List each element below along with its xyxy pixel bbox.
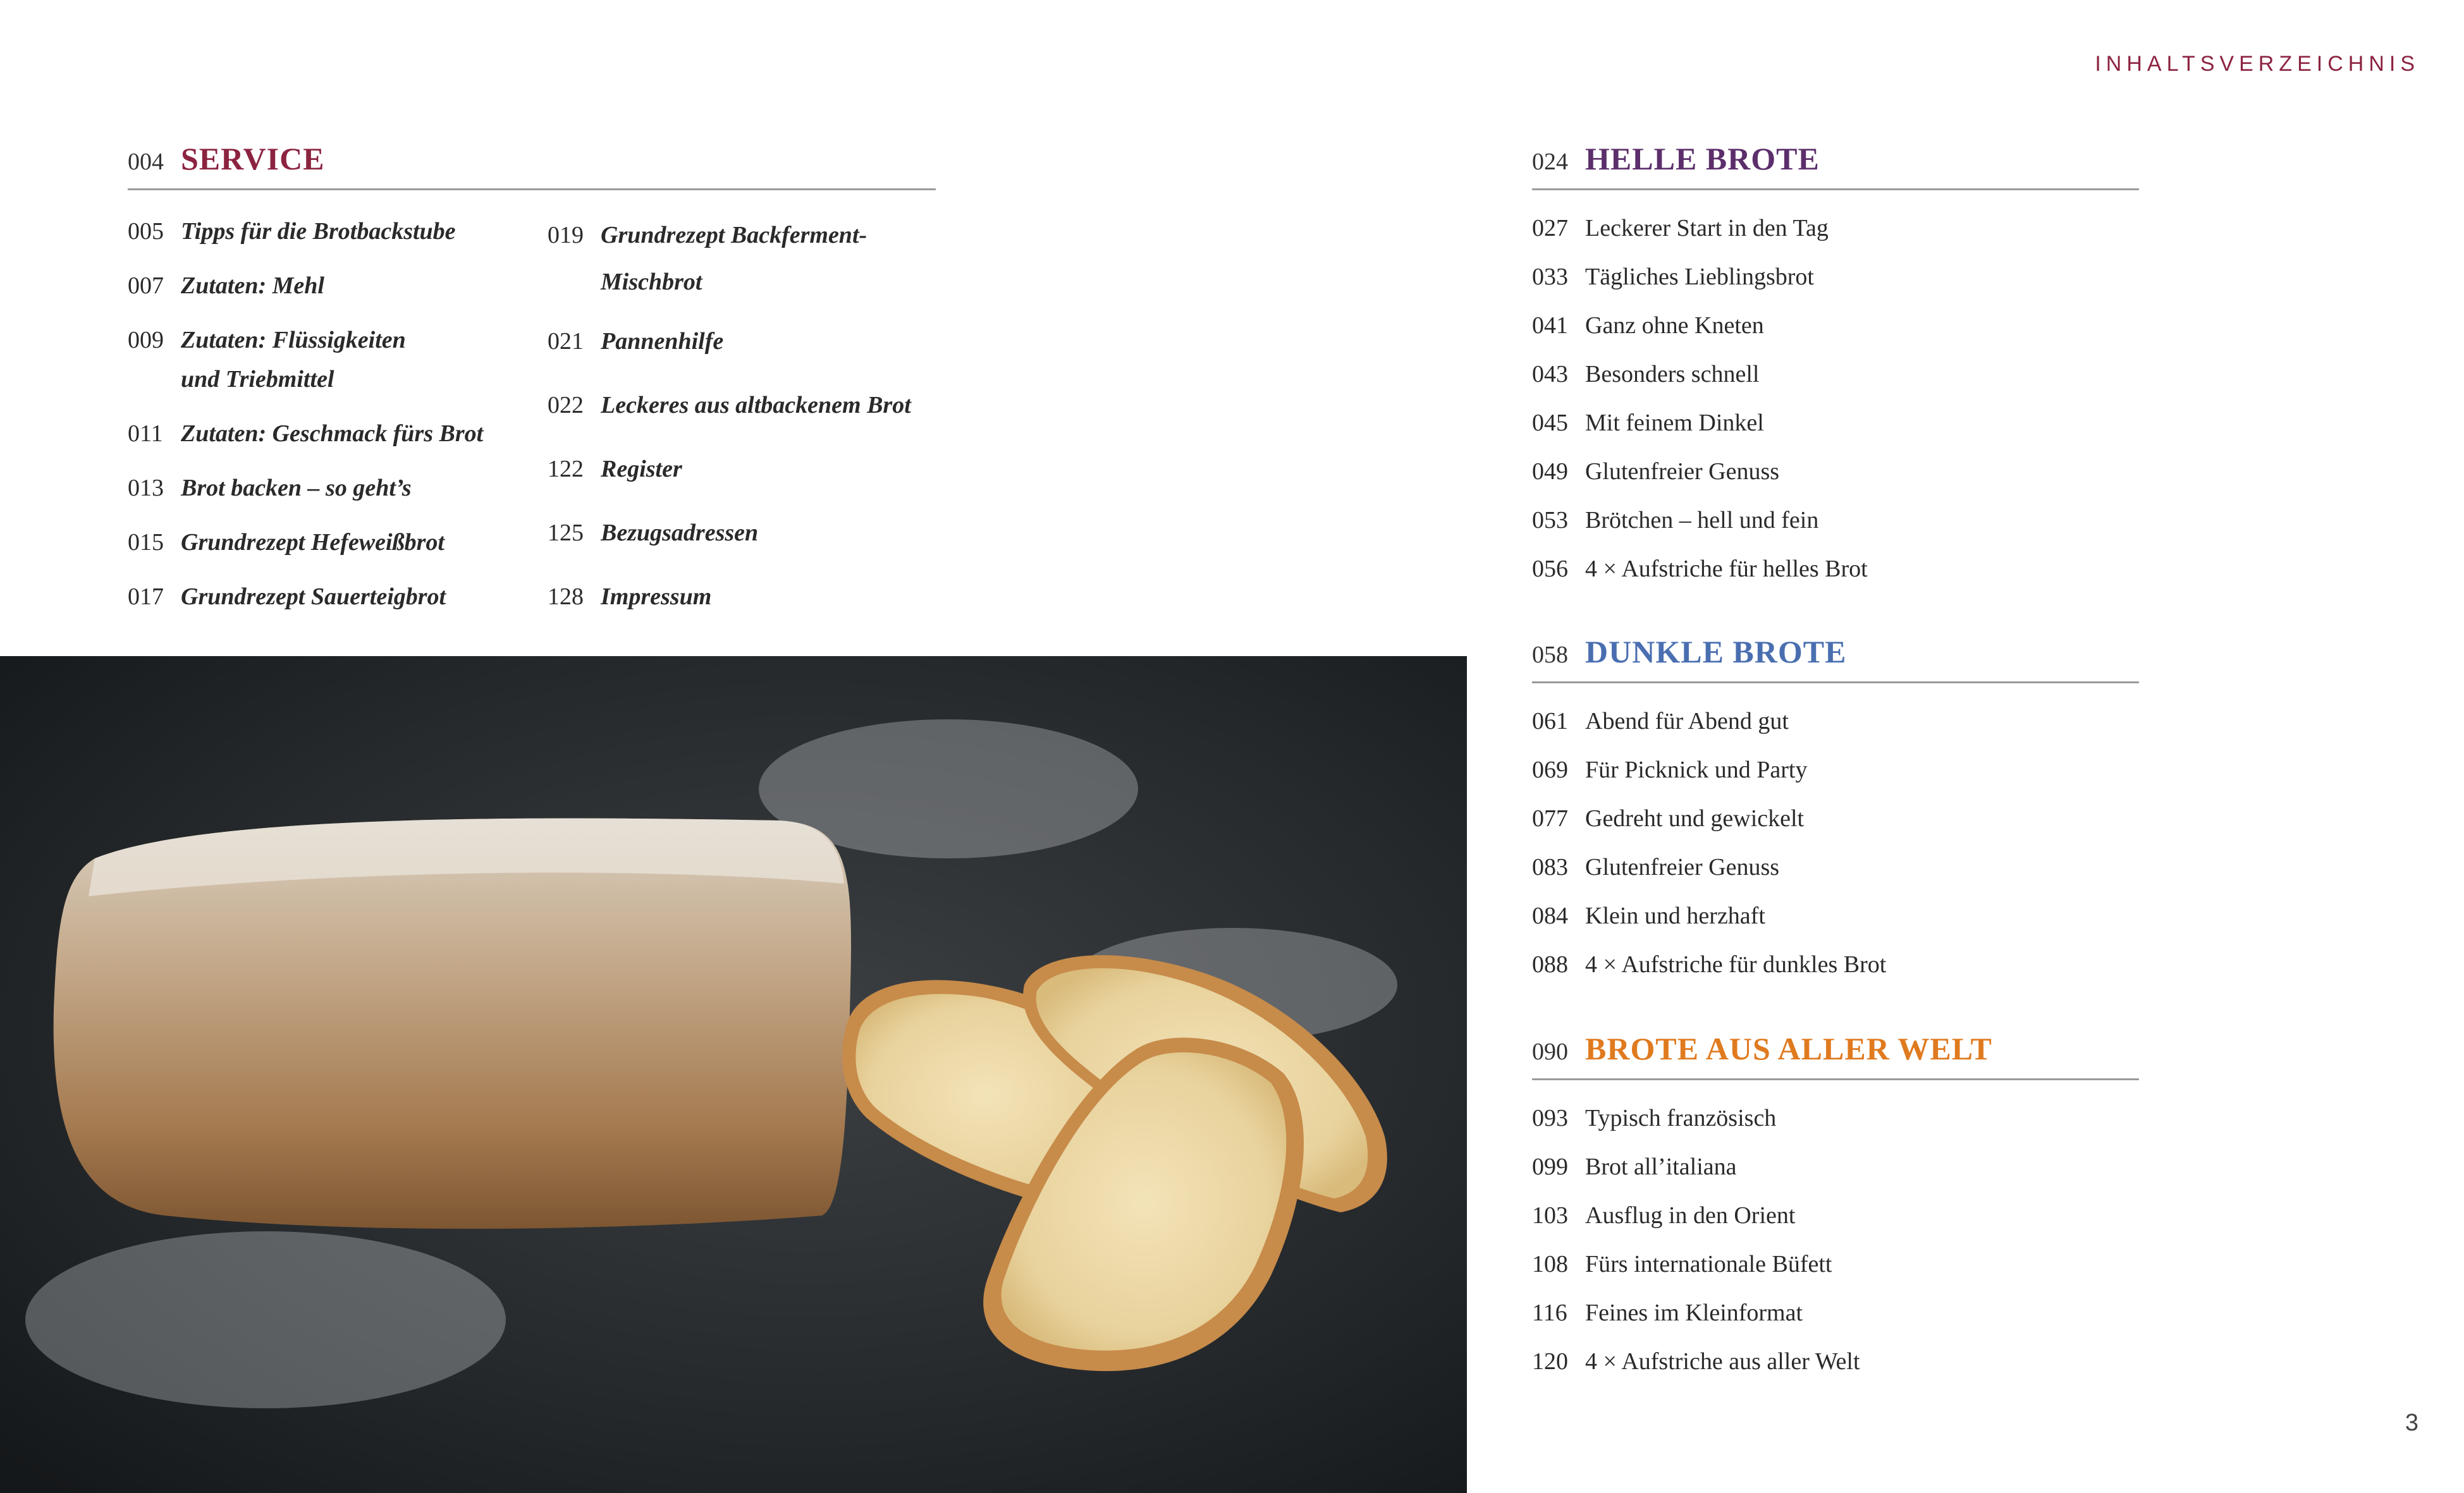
- toc-entry[interactable]: [128, 212, 548, 251]
- toc-entry[interactable]: [1532, 843, 2139, 892]
- toc-entry[interactable]: [548, 212, 936, 305]
- welt-brote-heading: [1532, 1030, 2139, 1080]
- toc-entry-title: Zutaten: Mehl: [181, 272, 324, 299]
- toc-entry[interactable]: [1532, 204, 2139, 253]
- toc-entry-title-line2: Mischbrot: [601, 269, 702, 295]
- toc-entry-page: 125: [548, 520, 584, 546]
- toc-entry-title: 4 × Aufstriche für helles Brot: [1585, 556, 1868, 582]
- toc-entry-title: 4 × Aufstriche für dunkles Brot: [1585, 951, 1887, 978]
- service-columns: [128, 212, 936, 631]
- toc-entry[interactable]: [1532, 545, 2139, 594]
- toc-entry[interactable]: [128, 468, 548, 508]
- loaf: [54, 819, 851, 1229]
- helle-brote-page-number: 024: [1532, 149, 1568, 175]
- toc-entry[interactable]: [1532, 795, 2139, 843]
- service-heading: [128, 140, 936, 190]
- toc-entry-title-line1: Grundrezept Backferment-: [601, 222, 867, 248]
- dunkle-brote-title: DUNKLE BROTE: [1585, 634, 1847, 669]
- toc-entry-title: Impressum: [601, 583, 712, 610]
- toc-entry-title: [181, 320, 406, 399]
- toc-entry-title: Brot all’italiana: [1585, 1154, 1737, 1180]
- toc-entry-title-line2: und Triebmittel: [181, 366, 334, 393]
- helle-brote-section: [1532, 140, 2139, 594]
- bread-photo: [0, 656, 1467, 1493]
- toc-entry-title: Klein und herzhaft: [1585, 903, 1765, 929]
- toc-entry-title: Zutaten: Geschmack fürs Brot: [181, 420, 484, 447]
- toc-entry-title: Grundrezept Hefeweißbrot: [181, 529, 444, 556]
- toc-entry[interactable]: [128, 523, 548, 562]
- toc-entry-title: Für Picknick und Party: [1585, 757, 1808, 783]
- welt-brote-section: [1532, 1030, 2139, 1386]
- welt-brote-page-number: 090: [1532, 1039, 1568, 1065]
- toc-entry[interactable]: [548, 577, 936, 616]
- toc-entry[interactable]: [548, 513, 936, 552]
- toc-entry-title: Pannenhilfe: [601, 328, 724, 355]
- toc-entry-page: 027: [1532, 215, 1568, 241]
- service-page-number: 004: [128, 149, 164, 175]
- toc-entry-title: 4 × Aufstriche aus aller Welt: [1585, 1348, 1860, 1375]
- toc-entry-title: Brötchen – hell und fein: [1585, 507, 1819, 533]
- toc-entry-title: Leckeres aus altbackenem Brot: [601, 392, 911, 418]
- toc-entry-title: Brot backen – so geht’s: [181, 475, 412, 501]
- toc-entry[interactable]: [1532, 1240, 2139, 1289]
- helle-brote-list: [1532, 204, 2139, 594]
- toc-entry[interactable]: [128, 414, 548, 453]
- toc-entry-page: 108: [1532, 1251, 1568, 1277]
- toc-entry-page: 022: [548, 392, 584, 418]
- toc-entry-title: Glutenfreier Genuss: [1585, 458, 1780, 485]
- welt-brote-title: BROTE AUS ALLER WELT: [1585, 1031, 1992, 1066]
- toc-entry-page: 083: [1532, 854, 1568, 881]
- page-number: 3: [2405, 1410, 2418, 1436]
- toc-entry-page: 019: [548, 222, 584, 248]
- dunkle-brote-page-number: 058: [1532, 642, 1568, 668]
- toc-entry-title: Tägliches Lieblingsbrot: [1585, 264, 1814, 290]
- toc-entry-page: 043: [1532, 361, 1568, 387]
- toc-entry[interactable]: [1532, 1143, 2139, 1191]
- toc-entry[interactable]: [1532, 448, 2139, 496]
- toc-entry-page: 053: [1532, 507, 1568, 533]
- dunkle-brote-list: [1532, 697, 2139, 989]
- toc-entry-title: Feines im Kleinformat: [1585, 1300, 1803, 1326]
- toc-entry-page: 021: [548, 328, 584, 355]
- toc-entry-title-line1: Zutaten: Flüssigkeiten: [181, 327, 406, 353]
- toc-entry[interactable]: [548, 449, 936, 489]
- toc-entry-title: Leckerer Start in den Tag: [1585, 215, 1829, 241]
- toc-entry-title: Tipps für die Brotbackstube: [181, 218, 456, 245]
- toc-entry-title: Ganz ohne Kneten: [1585, 312, 1764, 339]
- toc-entry[interactable]: [548, 322, 936, 361]
- toc-entry[interactable]: [1532, 1338, 2139, 1386]
- toc-entry[interactable]: [1532, 253, 2139, 302]
- toc-entry-page: 049: [1532, 458, 1568, 485]
- service-title: SERVICE: [181, 141, 325, 176]
- toc-entry[interactable]: [1532, 1094, 2139, 1143]
- service-section: [128, 140, 936, 631]
- toc-entry-title: Grundrezept Sauerteigbrot: [181, 583, 446, 610]
- toc-entry-page: 099: [1532, 1154, 1568, 1180]
- welt-brote-list: [1532, 1094, 2139, 1386]
- toc-entry-title: Register: [601, 456, 682, 482]
- toc-entry[interactable]: [128, 266, 548, 305]
- bread-illustration: [0, 656, 1467, 1493]
- toc-entry-page: 017: [128, 583, 164, 610]
- toc-entry-page: 009: [128, 327, 164, 353]
- toc-entry-title: Gedreht und gewickelt: [1585, 805, 1805, 832]
- toc-entry-title: [601, 212, 867, 305]
- toc-entry-title: Abend für Abend gut: [1585, 708, 1789, 734]
- toc-entry[interactable]: [1532, 399, 2139, 448]
- toc-entry[interactable]: [128, 320, 548, 399]
- helle-brote-title: HELLE BROTE: [1585, 141, 1820, 176]
- toc-entry-page: 041: [1532, 312, 1568, 339]
- service-column-1: [128, 212, 548, 631]
- helle-brote-heading: [1532, 140, 2139, 190]
- toc-entry-page: 084: [1532, 903, 1568, 929]
- toc-entry-page: 128: [548, 583, 584, 610]
- toc-entry-page: 069: [1532, 757, 1568, 783]
- toc-entry-page: 120: [1532, 1348, 1568, 1375]
- toc-entry-title: Glutenfreier Genuss: [1585, 854, 1780, 881]
- toc-entry-title: Mit feinem Dinkel: [1585, 410, 1764, 436]
- toc-entry[interactable]: [1532, 892, 2139, 941]
- toc-entry-page: 007: [128, 272, 164, 299]
- dunkle-brote-heading: [1532, 633, 2139, 683]
- dunkle-brote-section: [1532, 633, 2139, 989]
- toc-entry-page: 116: [1532, 1300, 1567, 1326]
- toc-entry-title: Fürs internationale Büfett: [1585, 1251, 1832, 1277]
- toc-entry-title: Besonders schnell: [1585, 361, 1760, 387]
- toc-entry-page: 005: [128, 218, 164, 245]
- toc-entry-title: Ausflug in den Orient: [1585, 1202, 1796, 1229]
- toc-entry-page: 033: [1532, 264, 1568, 290]
- toc-entry-page: 061: [1532, 708, 1568, 734]
- toc-entry-page: 077: [1532, 805, 1568, 832]
- running-header: INHALTSVERZEICHNIS: [2095, 52, 2420, 76]
- toc-entry[interactable]: [548, 386, 936, 425]
- toc-entry-title: Bezugsadressen: [601, 520, 759, 546]
- toc-entry-page: 088: [1532, 951, 1568, 978]
- toc-entry[interactable]: [1532, 746, 2139, 795]
- toc-entry-page: 093: [1532, 1105, 1568, 1131]
- toc-entry-page: 103: [1532, 1202, 1568, 1229]
- toc-entry-page: 015: [128, 529, 164, 556]
- toc-entry-page: 011: [128, 420, 163, 447]
- toc-entry-page: 056: [1532, 556, 1568, 582]
- toc-entry-page: 045: [1532, 410, 1568, 436]
- toc-entry[interactable]: [1532, 1191, 2139, 1240]
- toc-entry-page: 013: [128, 475, 164, 501]
- toc-entry[interactable]: [128, 577, 548, 616]
- service-column-2: [548, 212, 936, 631]
- toc-entry[interactable]: [1532, 350, 2139, 399]
- toc-entry[interactable]: [1532, 496, 2139, 545]
- toc-entry[interactable]: [1532, 1289, 2139, 1338]
- toc-entry[interactable]: [1532, 941, 2139, 989]
- toc-entry-title: Typisch französisch: [1585, 1105, 1777, 1131]
- toc-entry[interactable]: [1532, 697, 2139, 746]
- toc-entry-page: 122: [548, 456, 584, 482]
- toc-entry[interactable]: [1532, 302, 2139, 350]
